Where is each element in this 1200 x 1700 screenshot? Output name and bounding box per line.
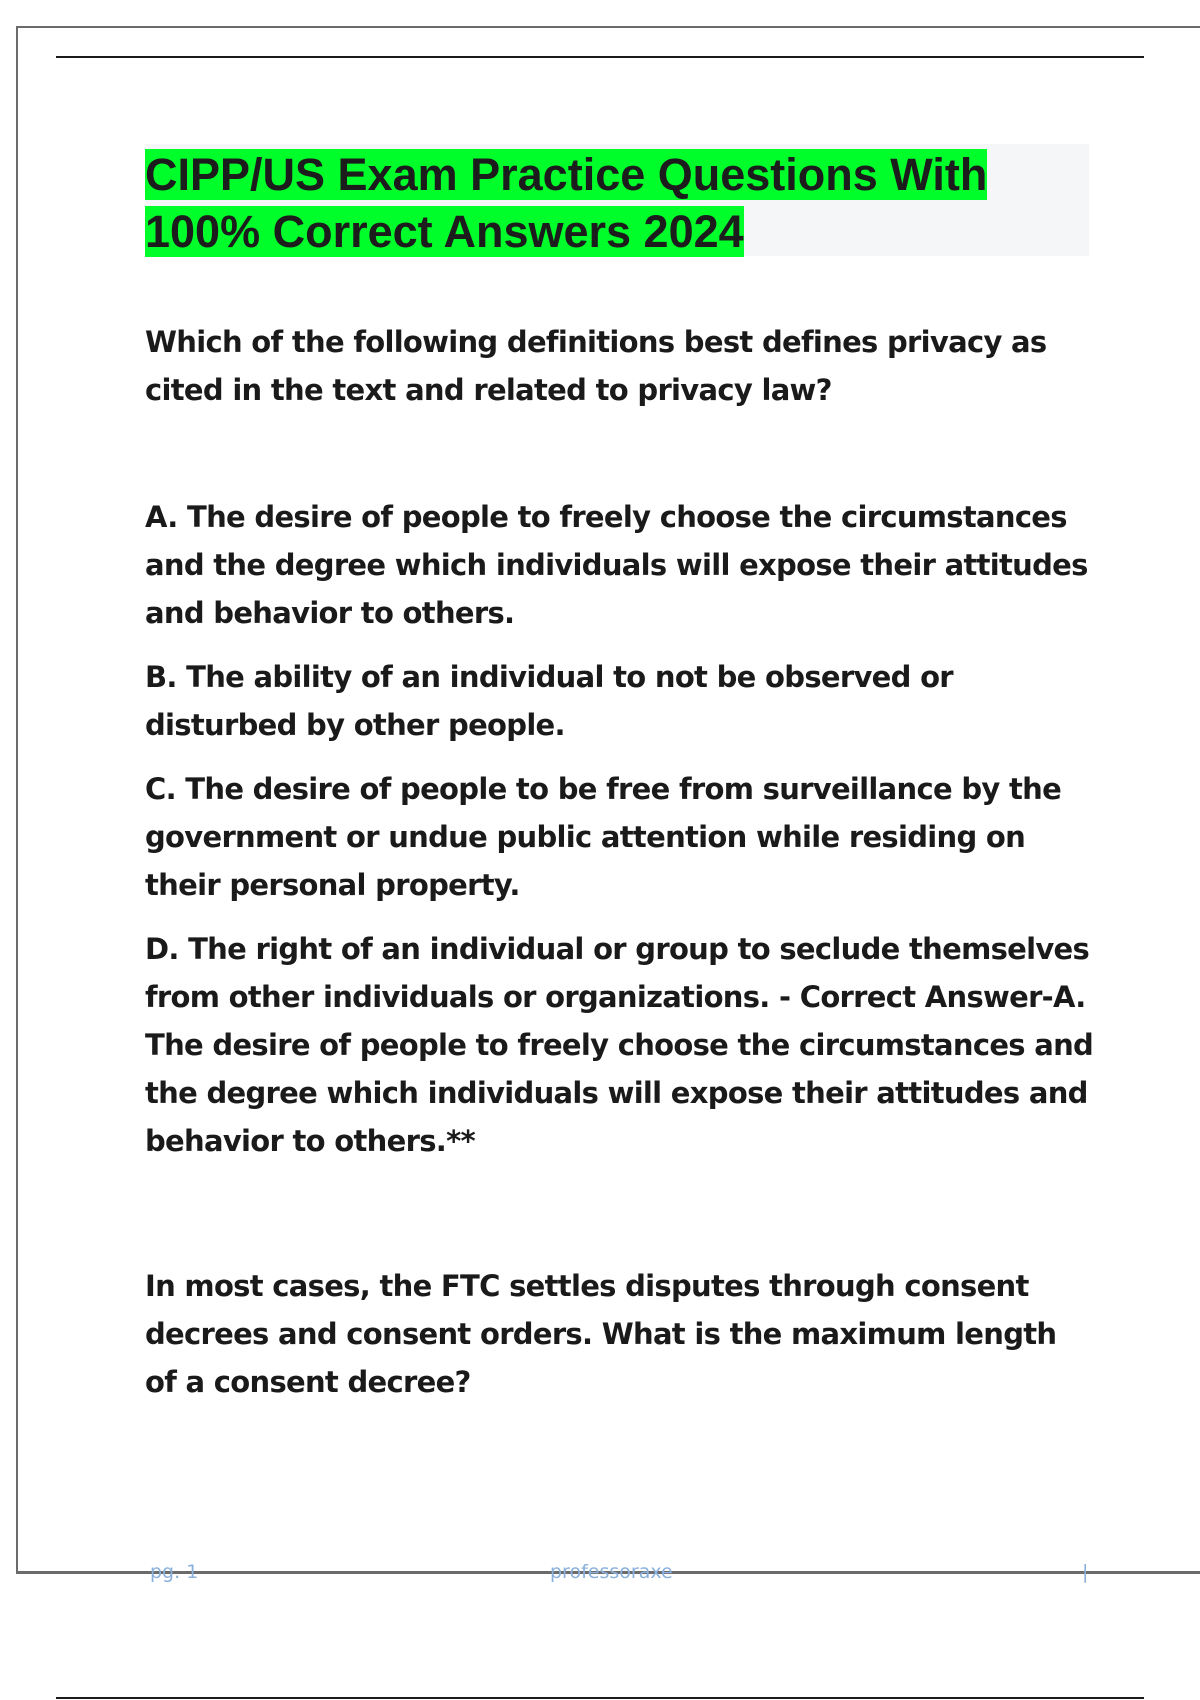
- question-2: In most cases, the FTC settles disputes through consent decrees and consent orders. What is the maximum length of a consent decree?: [145, 1269, 1057, 1399]
- option-d-with-answer: D. The right of an individual or group to seclude themselves from other individuals or organizations. - Correct Answer-A. The desire of people to freely choose the circumstances and the degree which individuals will expose their attitudes and behavior to others.**: [145, 932, 1094, 1158]
- footer-mark: |: [1082, 1561, 1089, 1583]
- document-title: [145, 146, 1089, 260]
- header-rule: [56, 56, 1144, 58]
- next-page-rule: [56, 1697, 1144, 1699]
- option-a: A. The desire of people to freely choose the circumstances and the degree which individuals will expose their attitudes and behavior to others.: [145, 500, 1088, 630]
- question-1: Which of the following definitions best defines privacy as cited in the text and related to privacy law?: [145, 325, 1047, 407]
- option-c: C. The desire of people to be free from surveillance by the government or undue public attention while residing on their personal property.: [145, 772, 1062, 902]
- title-highlight: CIPP/US Exam Practice Questions With 100% Correct Answers 2024: [145, 149, 988, 257]
- footer-page-number: pg. 1: [150, 1561, 199, 1583]
- footer-author: professoraxe: [550, 1561, 673, 1583]
- option-b: B. The ability of an individual to not be observed or disturbed by other people.: [145, 660, 953, 742]
- page-border-left: [16, 26, 18, 1572]
- page-border-top: [16, 26, 1200, 28]
- document-body: [145, 318, 1095, 1406]
